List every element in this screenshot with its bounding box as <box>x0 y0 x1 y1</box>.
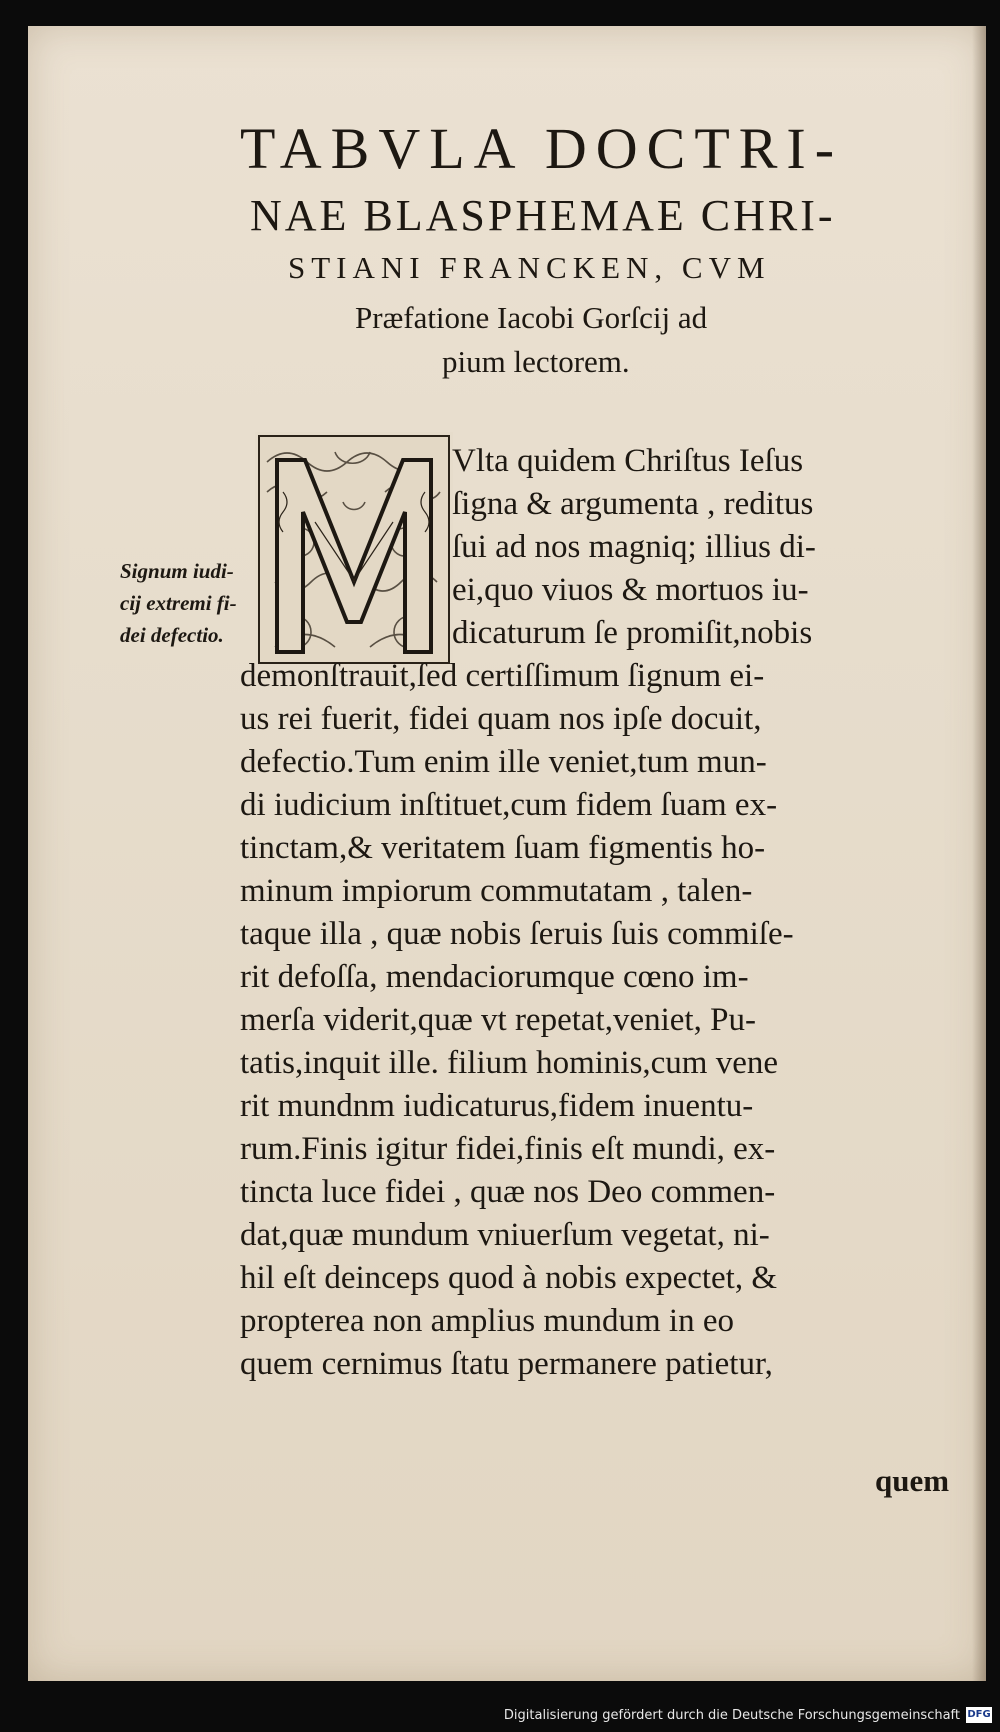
body-line: propterea non amplius mundum in eo <box>240 1303 734 1339</box>
title-line-1: TABVLA DOCTRI- <box>240 116 844 181</box>
body-text <box>240 440 960 1386</box>
body-line: minum impiorum commutatam , talen- <box>240 873 753 909</box>
body-line: rit defoſſa, mendaciorumque cœno im- <box>240 959 749 995</box>
body-line: tinctam,& veritatem ſuam figmentis ho- <box>240 830 766 866</box>
title-block <box>240 116 940 390</box>
body-line: di iudicium inſtituet,cum fidem ſuam ex- <box>240 787 778 823</box>
body-line: rit mundnm iudicaturus,fidem inuentu- <box>240 1088 754 1124</box>
body-line: dicaturum ſe promiſit,nobis <box>452 615 813 651</box>
body-line: tincta luce fidei , quæ nos Deo commen- <box>240 1174 776 1210</box>
body-line: ſui ad nos magniq; illius di- <box>452 529 816 565</box>
body-line: demonſtrauit,ſed certiſſimum ſignum ei- <box>240 658 765 694</box>
title-line-3: STIANI FRANCKEN, CVM <box>288 250 771 285</box>
body-line: quem cernimus ſtatu permanere patietur, <box>240 1346 773 1382</box>
body-line: tatis,inquit ille. filium hominis,cum vene <box>240 1045 779 1081</box>
body-line: ei,quo viuos & mortuos iu- <box>452 572 809 608</box>
title-line-2: NAE BLASPHEMAE CHRI- <box>250 191 836 240</box>
catchword: quem <box>875 1463 950 1498</box>
body-line: hil eſt deinceps quod à nobis expectet, & <box>240 1260 778 1296</box>
body-line: taque illa , quæ nobis ſeruis ſuis commiſe- <box>240 916 794 952</box>
marginal-note-line: dei defectio. <box>120 623 224 647</box>
marginal-note-line: Signum iudi- <box>120 559 234 583</box>
body-line: us rei fuerit, fidei quam nos ipſe docuit, <box>240 701 762 737</box>
title-line-4: Præfatione Iacobi Gorſcij ad <box>355 300 708 335</box>
body-line: dat,quæ mundum vniuerſum vegetat, ni- <box>240 1217 770 1253</box>
body-line: rum.Finis igitur fidei,finis eſt mundi, ex- <box>240 1131 776 1167</box>
body-line: Vlta quidem Chriſtus Ieſus <box>452 443 804 479</box>
title-line-5: pium lectorem. <box>442 344 630 379</box>
body-line: defectio.Tum enim ille veniet,tum mun- <box>240 744 767 780</box>
body-line: ſigna & argumenta , reditus <box>452 486 814 522</box>
body-line: merſa viderit,quæ vt repetat,veniet, Pu- <box>240 1002 756 1038</box>
digitization-credit: Digitalisierung gefördert durch die Deutsche Forschungsgemeinschaft <box>503 1708 960 1723</box>
page-edge-shadow <box>972 26 986 1681</box>
marginal-note-line: cij extremi fi- <box>120 591 237 615</box>
dfg-logo-icon: DFG <box>966 1707 992 1723</box>
